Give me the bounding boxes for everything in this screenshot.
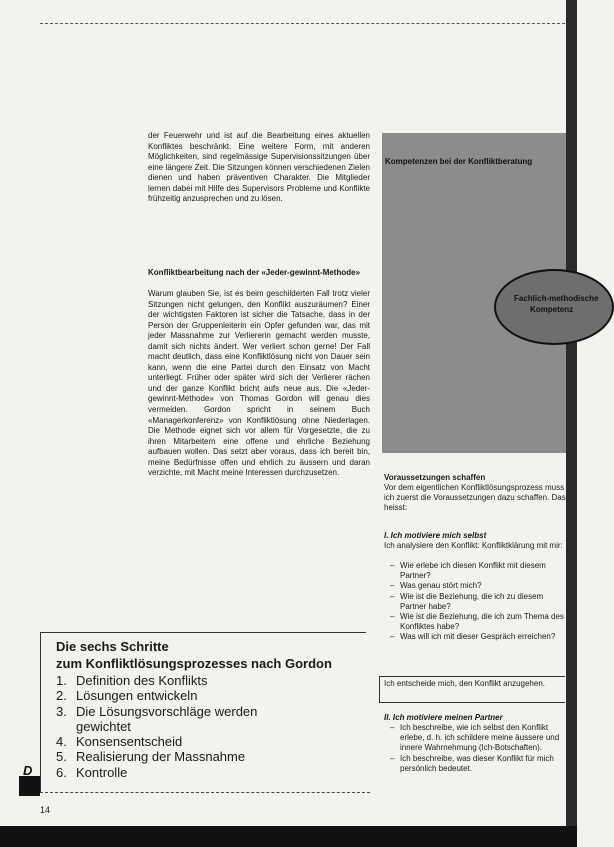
right-list-2 [384,723,566,774]
left-paragraph-2: Warum glauben Sie, ist es beim geschilderten Fall trotz vieler Sitzungen nicht gelungen, den Konflikt auszuräumen? Einer der wichtigsten Faktoren ist sicher die Tatsache, dass in der Person der Gruppenleiterin ein Opfer gefunden war, das mit jeder Massnahme zur Verliererin gemacht werden musste, damit sich nichts ändert. Wer verliert schon gerne! Der Fall macht deutlich, dass eine Konfliktlösung nicht von Dauer sein kann, wenn die eine Partei durch den Einsatz von Macht unterliegt. Früher oder später wird sich der Verlierer rächen und der ganze Konflikt bricht aufs neue aus. Die «Jeder-gewinnt-Methode» von Thomas Gordon will genau dies vermeiden. Gordon spricht in seinem Buch «Managerkonferenz» von Konfliktlösung ohne Niederlagen. Die Methode eignet sich vor allem für Vorgesetzte, die zu ihren Mitarbeitern eine offene und ehrliche Beziehung aufbauen wollen. Das setzt aber voraus, dass ich bereit bin, meine Bedürfnisse offen und ehrlich zu äussern und daran verzichte, mit Macht meine Interessen durchzusetzen. [148,289,370,478]
right-paragraph-1: Vor dem eigentlichen Konfliktlösungsprozess muss ich zuerst die Voraussetzungen dazu schaffen. Das heisst: [384,483,566,513]
step-item [56,749,257,764]
step-text: Definition des Konflikts [76,673,208,688]
bottom-scan-band [0,826,577,847]
right-sub1-intro: Ich analysiere den Konflikt: Konfliktklärung mit mir: [384,541,563,550]
section-marker-letter: D [23,763,33,778]
right-subheading-2: II. Ich motiviere meinen Partner [384,713,503,722]
section-marker-bar [19,776,40,796]
steps-list [56,673,257,780]
list-item: – Was will ich mit dieser Gespräch erreichen? [392,632,566,642]
step-item [56,673,257,688]
step-number: 6. [56,764,67,780]
step-text: Die Lösungsvorschläge werden gewichtet [76,703,258,734]
right-subheading-1: I. Ich motiviere mich selbst [384,531,487,540]
list-item: – Wie ist die Beziehung, die ich zum Thema des Konfliktes habe? [392,612,566,632]
steps-box-bottom-rule [40,792,370,793]
list-item: – Was genau stört mich? [392,581,566,591]
figure-title: Kompetenzen bei der Konfliktberatung [385,157,533,166]
step-item [56,688,257,703]
ellipse-label-line2: Kompetenz [530,305,574,314]
ellipse-label-line1: Fachlich-methodische [514,294,599,303]
list-item: – Wie erlebe ich diesen Konflikt mit diesem Partner? [392,561,566,581]
step-text: Lösungen entwickeln [76,688,198,704]
right-list-1 [384,561,566,643]
page-edge-shadow [566,0,577,847]
step-number: 2. [56,688,67,704]
list-item: – Ich beschreibe, wie ich selbst den Konflikt erlebe, d. h. ich schildere meine äussere und innere Wahrnehmung (Ich-Botschaften). [392,723,566,754]
steps-title-line2: zum Konfliktlösungsprozesses nach Gordon [56,656,332,671]
left-paragraph-1: der Feuerwehr und ist auf die Bearbeitung eines aktuellen Konfliktes beschränkt. Eine weitere Form, mit anderen Möglichkeiten, sind regelmässige Supervisionssitzungen über eine längere Zeit. Die Sitzungen können verschiedenen Zielen dienen und haben präventiven Charakter. Die Mitglieder lernen dabei mit Hilfe des Supervisors Probleme und Konflikte frühzeitig anzusprechen und zu lösen. [148,131,370,204]
step-item [56,734,257,749]
step-number: 3. [56,703,67,719]
step-number: 4. [56,734,67,750]
list-item: – Wie ist die Beziehung, die ich zu diesem Partner habe? [392,592,566,612]
steps-title-line1: Die sechs Schritte [56,639,169,654]
step-text: Konsensentscheid [76,734,183,750]
page-number: 14 [40,805,51,815]
step-number: 1. [56,673,67,688]
decision-box: Ich entscheide mich, den Konflikt anzugehen. [379,676,565,703]
list-item: – Ich beschreibe, was dieser Konflikt für mich persönlich bedeutet. [392,754,566,774]
right-section-heading: Voraussetzungen schaffen [384,473,486,482]
step-number: 5. [56,749,67,765]
step-text: Realisierung der Massnahme [76,749,246,765]
step-item [56,765,257,780]
step-item [56,704,257,735]
left-section-heading: Konfliktbearbeitung nach der «Jeder-gewinnt-Methode» [148,268,361,277]
steps-title [56,638,332,672]
step-text: Kontrolle [76,764,128,780]
top-rule [40,23,565,24]
